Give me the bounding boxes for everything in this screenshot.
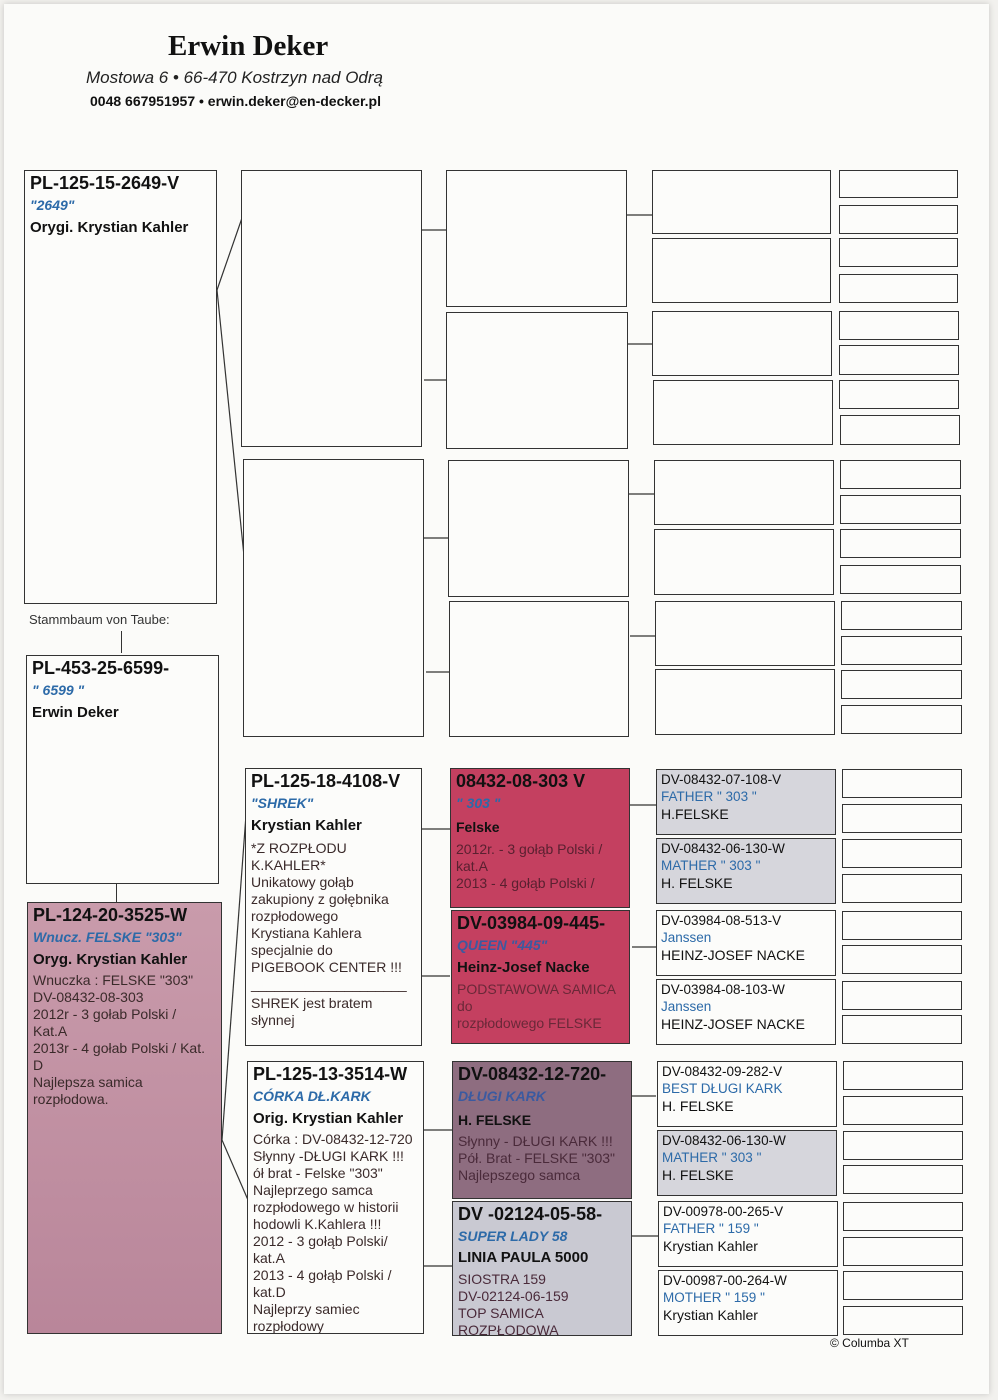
pigeon-card-great-grandparent (656, 769, 836, 835)
description-line: Słynny - DŁUGI KARK !!! (458, 1133, 613, 1149)
empty-card (843, 1096, 963, 1125)
description-line: PIGEBOOK CENTER !!! (251, 959, 402, 975)
empty-card (840, 529, 961, 558)
empty-card (841, 636, 962, 665)
description-line: rozpłodowego (251, 908, 339, 924)
software-credit: © Columba XT (830, 1336, 909, 1350)
description-line: DV-02124-06-159 (458, 1288, 569, 1304)
owner: HEINZ-JOSEF NACKE (661, 1016, 805, 1032)
description-line: zakupiony z gołębnika (251, 891, 389, 907)
owner: Felske (456, 819, 500, 835)
ring-number: DV-08432-06-130-W (662, 1133, 786, 1148)
breeder-contact: 0048 667951957 • erwin.deker@en-decker.pl (90, 93, 381, 109)
description-line: kat.D (253, 1284, 286, 1300)
description-line: hodowli K.Kahlera !!! (253, 1216, 382, 1232)
empty-card (842, 981, 962, 1010)
description-line: kat.A (253, 1250, 285, 1266)
nickname: QUEEN "445" (457, 937, 548, 953)
empty-card (449, 601, 629, 737)
empty-card (840, 460, 961, 489)
ring-number: DV-03984-08-513-V (661, 913, 782, 928)
empty-card (654, 529, 834, 595)
empty-card (843, 1061, 963, 1090)
description-line: ROZPŁODOWA (458, 1322, 559, 1336)
empty-card (842, 804, 962, 833)
owner: Krystian Kahler (663, 1238, 758, 1254)
ring-number: PL-125-18-4108-V (251, 771, 401, 791)
owner: H. FELSKE (458, 1112, 532, 1128)
owner: Krystian Kahler (251, 817, 362, 834)
nickname: "2649" (30, 197, 75, 213)
empty-card (842, 1015, 962, 1044)
description-line: Kat.A (33, 1023, 68, 1039)
ring-number: DV-08432-06-130-W (661, 841, 785, 856)
ring-number: DV-00987-00-264-W (663, 1273, 787, 1288)
breeder-address: Mostowa 6 • 66-470 Kostrzyn nad Odrą (86, 68, 383, 87)
empty-card (839, 345, 959, 375)
empty-card (843, 1131, 963, 1160)
description-line: Pół. Brat - FELSKE "303" (458, 1150, 616, 1166)
description-line: Słynny -DŁUGI KARK !!! (253, 1148, 404, 1164)
pigeon-card-great-grandparent (657, 1130, 837, 1196)
empty-card (839, 311, 959, 340)
empty-card (243, 459, 424, 737)
owner: HEINZ-JOSEF NACKE (661, 947, 805, 963)
pigeon-card-dam-dam (247, 1061, 424, 1334)
description-line: ół brat - Felske "303" (253, 1165, 383, 1181)
pigeon-card-dam (27, 902, 222, 1334)
owner: Heinz-Josef Nacke (457, 959, 590, 976)
pigeon-card-grandparent (450, 768, 630, 908)
empty-card (843, 1271, 963, 1300)
description-line: DV-08432-08-303 (33, 989, 144, 1005)
owner: H. FELSKE (662, 1098, 734, 1114)
description-line: Najlepsza samica (33, 1074, 143, 1090)
empty-card (840, 495, 961, 524)
description-line: słynnej (251, 1012, 295, 1028)
description-line: K.KAHLER* (251, 857, 326, 873)
pigeon-card-top (24, 170, 217, 604)
empty-card (842, 769, 962, 798)
owner: Orygi. Krystian Kahler (30, 219, 189, 236)
nickname: FATHER " 303 " (661, 789, 757, 804)
empty-card (652, 311, 832, 376)
pigeon-card-dam-sire (245, 768, 422, 1046)
description-line: 2013 - 4 gołąb Polski / (253, 1267, 392, 1283)
nickname: DŁUGI KARK (458, 1088, 546, 1104)
owner: H. FELSKE (661, 875, 733, 891)
empty-card (841, 601, 962, 630)
empty-card (446, 170, 627, 307)
description-line: Najleprzy samiec (253, 1301, 360, 1317)
description-line: SIOSTRA 159 (458, 1271, 546, 1287)
empty-card (842, 839, 962, 868)
ring-number: DV-03984-08-103-W (661, 982, 785, 997)
empty-card (448, 460, 629, 597)
nickname: FATHER " 159 " (663, 1221, 759, 1236)
ring-number: DV -02124-05-58- (458, 1204, 603, 1224)
pigeon-card-great-grandparent (656, 838, 836, 904)
nickname: " 6599 " (32, 682, 85, 698)
ring-number: DV-03984-09-445- (457, 913, 606, 933)
owner: LINIA PAULA 5000 (458, 1249, 589, 1266)
owner: Erwin Deker (32, 704, 119, 721)
pigeon-card-grandparent (452, 1201, 632, 1336)
ring-number: PL-125-15-2649-V (30, 173, 180, 193)
description-line: *Z ROZPŁODU (251, 840, 347, 856)
description-line: 2012r. - 3 gołąb Polski / (456, 841, 603, 857)
description-line: SHREK jest bratem (251, 995, 373, 1011)
empty-card (842, 911, 962, 940)
pigeon-card-grandparent (451, 910, 630, 1044)
owner: H. FELSKE (662, 1167, 734, 1183)
description-line: 2012r - 3 gołab Polski / (33, 1006, 177, 1022)
empty-card (655, 601, 835, 666)
pigeon-card-great-grandparent (657, 1061, 837, 1127)
nickname: BEST DŁUGI KARK (662, 1081, 783, 1096)
empty-card (842, 874, 962, 903)
description-line: Unikatowy gołąb (251, 874, 354, 890)
description-line: 2013 - 4 gołąb Polski / (456, 875, 595, 891)
description-line: specjalnie do (251, 942, 333, 958)
empty-card (843, 1306, 963, 1335)
nickname: Janssen (661, 999, 712, 1014)
description-line: rozpłodowego FELSKE (457, 1015, 602, 1031)
nickname: MATHER " 303 " (661, 858, 761, 873)
ring-number: PL-453-25-6599- (32, 658, 170, 678)
empty-card (841, 705, 962, 734)
description-line: Wnuczka : FELSKE "303" (33, 972, 194, 988)
description-line: ____________________ (251, 976, 407, 992)
nickname: MATHER " 303 " (662, 1150, 762, 1165)
empty-card (839, 380, 959, 409)
ring-number: PL-125-13-3514-W (253, 1064, 408, 1084)
description-line: Najlepszego samca (458, 1167, 581, 1183)
empty-card (840, 565, 961, 594)
description-line: D (33, 1057, 44, 1073)
description-line: Krystiana Kahlera (251, 925, 362, 941)
empty-card (843, 1165, 963, 1194)
pedigree-caption: Stammbaum von Taube: (29, 612, 170, 627)
breeder-name: Erwin Deker (168, 30, 329, 62)
nickname: Wnucz. FELSKE "303" (33, 929, 182, 945)
connector (121, 631, 122, 653)
description-line: PODSTAWOWA SAMICA (457, 981, 616, 997)
pigeon-card-great-grandparent (658, 1201, 838, 1267)
ring-number: DV-08432-09-282-V (662, 1064, 783, 1079)
empty-card (841, 670, 962, 699)
description-line: Córka : DV-08432-12-720 (253, 1131, 413, 1147)
empty-card (839, 274, 958, 303)
empty-card (839, 205, 958, 234)
ring-number: PL-124-20-3525-W (33, 905, 188, 925)
ring-number: DV-00978-00-265-V (663, 1204, 784, 1219)
pigeon-card-main (26, 655, 219, 884)
empty-card (241, 170, 422, 447)
owner: Krystian Kahler (663, 1307, 758, 1323)
connector (116, 884, 117, 902)
empty-card (652, 170, 831, 234)
empty-card (446, 312, 628, 449)
ring-number: DV-08432-12-720- (458, 1064, 607, 1084)
description-line: TOP SAMICA (458, 1305, 544, 1321)
description-line: 2012 - 3 gołąb Polski/ (253, 1233, 388, 1249)
description-line: rozpłodowa. (33, 1091, 109, 1107)
description-line: rozpłodowy (253, 1318, 324, 1334)
empty-card (843, 1202, 963, 1231)
pigeon-card-great-grandparent (658, 1270, 838, 1336)
pigeon-card-great-grandparent (656, 910, 836, 976)
nickname: MOTHER " 159 " (663, 1290, 765, 1305)
description-line: Najleprzego samca (253, 1182, 373, 1198)
empty-card (840, 415, 960, 445)
ring-number: DV-08432-07-108-V (661, 772, 782, 787)
nickname: Janssen (661, 930, 712, 945)
nickname: SUPER LADY 58 (458, 1228, 568, 1244)
pigeon-card-grandparent (452, 1061, 632, 1199)
empty-card (652, 238, 831, 303)
pigeon-card-great-grandparent (656, 979, 836, 1045)
description-line: kat.A (456, 858, 488, 874)
owner: Orig. Krystian Kahler (253, 1110, 404, 1127)
description-line: do (457, 998, 473, 1014)
empty-card (654, 460, 834, 525)
empty-card (653, 380, 833, 445)
nickname: CÓRKA DŁ.KARK (253, 1088, 371, 1104)
description-line: 2013r - 4 gołab Polski / Kat. (33, 1040, 205, 1056)
nickname: "SHREK" (251, 795, 314, 811)
owner: Oryg. Krystian Kahler (33, 951, 188, 968)
empty-card (839, 170, 958, 198)
empty-card (655, 669, 835, 735)
nickname: " 303 " (456, 795, 501, 811)
empty-card (839, 238, 958, 267)
ring-number: 08432-08-303 V (456, 771, 586, 791)
empty-card (842, 945, 962, 974)
owner: H.FELSKE (661, 806, 729, 822)
description-line: rozpłodowego w historii (253, 1199, 399, 1215)
empty-card (843, 1237, 963, 1266)
